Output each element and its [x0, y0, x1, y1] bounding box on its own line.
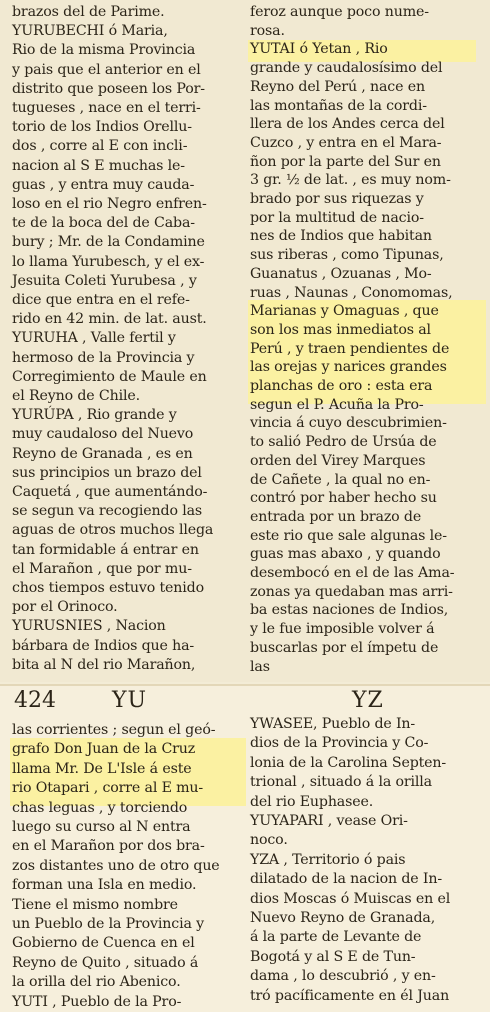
text-line: brazos del de Parime.: [12, 4, 165, 20]
text-line: tugueses , nace en el terri-: [12, 100, 201, 116]
running-head-right: YZ: [352, 688, 384, 713]
text-line: segun el P. Acuña la Pro-: [250, 396, 424, 413]
text-line: se segun va recogiendo las: [12, 503, 203, 520]
text-line: Nuevo Reyno de Granada,: [250, 910, 436, 926]
lower-page: [0, 684, 490, 1012]
text-line: Reyno del Perú , nace en: [250, 78, 425, 95]
text-line: el Reyno de Chile.: [12, 388, 140, 404]
text-line: en el Marañon por dos bra-: [12, 838, 205, 855]
text-line: brado por sus riquezas y: [250, 191, 424, 207]
text-line: chos tiempos estuvo tenido: [12, 580, 204, 596]
text-line: este rio que sale algunas le-: [250, 527, 447, 544]
text-line: bury ; Mr. de la Condamine: [12, 234, 205, 251]
text-line: noco.: [250, 832, 288, 849]
text-line: dios de la Provincia y Co-: [250, 735, 429, 752]
text-line: tan formidable á entrar en: [12, 541, 199, 558]
text-line: nacion al S E muchas le-: [12, 157, 185, 174]
text-line: YUTI , Pueblo de la Pro-: [12, 993, 182, 1010]
text-line: nes de Indios que habitan: [250, 228, 432, 245]
text-line: aguas de otros muchos llega: [12, 522, 214, 539]
text-line: y le fue imposible volver á: [250, 621, 435, 638]
text-line: sus riberas , como Tipunas,: [250, 247, 444, 264]
text-line: feroz aunque poco nume-: [250, 4, 429, 20]
text-line: torio de los Indios Orellu-: [12, 119, 192, 136]
text-line: rio Otapari , corre al E mu-: [12, 780, 204, 797]
running-head-left: YU: [112, 688, 148, 713]
text-line: dios Moscas ó Muiscas en el: [250, 890, 451, 907]
text-line: to salió Pedro de Ursúa de: [250, 434, 437, 451]
text-line: Bogotá y al S E de Tun-: [250, 948, 416, 965]
text-line: Tiene el mismo nombre: [12, 896, 178, 913]
page-number: 424: [14, 688, 56, 713]
text-line: dama , lo descubrió , y en-: [250, 968, 436, 985]
text-line: chas leguas , y torciendo: [12, 799, 188, 816]
text-line: bárbara de Indios que ha-: [12, 637, 195, 654]
text-line: Cuzco , y entra en el Mara-: [250, 134, 442, 151]
text-line: Rio de la misma Provincia: [12, 42, 196, 59]
text-line: YURUBECHI ó Maria,: [12, 23, 168, 40]
text-line: dice que entra en el refe-: [12, 292, 190, 308]
text-line: vincia á cuyo descubrimien-: [250, 415, 447, 432]
text-line: YZA , Territorio ó pais: [250, 851, 406, 868]
text-line: loso en el rio Negro enfren-: [12, 196, 207, 212]
text-line: zonas ya quedaban mas arri-: [250, 583, 453, 600]
text-line: 3 gr. ½ de lat. , es muy nom-: [250, 172, 451, 189]
text-line: YURUHA , Valle fertil y: [12, 330, 176, 347]
text-line: llama Mr. De L'Isle á este: [12, 760, 192, 777]
text-line: Marianas y Omaguas , que: [250, 303, 439, 320]
text-line: ñon por la parte del Sur en: [250, 153, 441, 170]
text-line: Corregimiento de Maule en: [12, 368, 207, 385]
text-line: planchas de oro : esta era: [250, 378, 433, 394]
text-line: las orejas y narices grandes: [250, 359, 447, 376]
text-line: Jesuita Coleti Yurubesa , y: [12, 272, 197, 289]
text-line: y pais que el anterior en el: [12, 61, 201, 78]
text-line: buscarlas por el ímpetu de: [250, 639, 439, 656]
text-line: bita al N del rio Marañon,: [12, 656, 196, 673]
text-line: lonia de la Carolina Septen-: [250, 754, 447, 771]
text-line: Reyno de Quito , situado á: [12, 954, 199, 971]
text-line: guas mas abaxo , y quando: [250, 546, 441, 563]
text-line: lo llama Yurubesch, y el ex-: [12, 253, 205, 270]
text-line: el Marañon , que por mu-: [12, 560, 192, 577]
text-line: las corrientes ; segun el geó-: [12, 722, 216, 738]
text-line: YWASEE, Pueblo de In-: [250, 716, 416, 732]
text-line: dilatado de la nacion de In-: [250, 871, 442, 888]
text-line: Gobierno de Cuenca en el: [12, 935, 195, 952]
text-line: YURUSNIES , Nacion: [12, 618, 166, 635]
text-line: Caquetá , que aumentándo-: [12, 484, 208, 500]
text-line: á la parte de Levante de: [250, 929, 422, 946]
text-line: YUYAPARI , vease Ori-: [250, 813, 408, 829]
text-line: guas , y entra muy cauda-: [12, 176, 195, 193]
text-line: orden del Virey Marques: [250, 452, 426, 469]
text-line: te de la boca del de Caba-: [12, 215, 195, 232]
text-line: distrito que poseen los Por-: [12, 80, 205, 97]
text-line: contró por haber hecho su: [250, 490, 437, 507]
text-line: rosa.: [250, 22, 285, 39]
text-line: rido en 42 min. de lat. aust.: [12, 311, 207, 328]
text-line: ruas , Naunas , Conomomas,: [250, 284, 453, 301]
text-line: YUTAI ó Yetan , Rio: [250, 41, 388, 58]
text-line: luego su curso al N entra: [12, 819, 191, 835]
text-line: las montañas de la cordi-: [250, 97, 427, 114]
text-line: ba estas naciones de Indios,: [250, 602, 449, 619]
text-line: grafo Don Juan de la Cruz: [12, 741, 196, 758]
text-line: hermoso de la Provincia y: [12, 349, 195, 366]
text-line: Guanatus , Ozuanas , Mo-: [250, 265, 432, 282]
text-line: del rio Euphasee.: [250, 793, 374, 810]
text-line: Reyno de Granada , es en: [12, 445, 193, 462]
text-line: entrada por un brazo de: [250, 508, 422, 525]
text-line: de Cañete , la qual no en-: [250, 471, 431, 488]
text-line: la orilla del rio Abenico.: [12, 974, 181, 991]
text-line: por el Orinoco.: [12, 599, 118, 616]
text-line: tró pacíficamente en él Juan: [250, 987, 450, 1004]
text-line: llera de los Andes cerca del: [250, 116, 445, 133]
text-line: por la multitud de nacio-: [250, 209, 424, 226]
text-line: dos , corre al E con incli-: [12, 138, 188, 155]
text-line: zos distantes uno de otro que: [12, 857, 220, 874]
text-line: trional , situado á la orilla: [250, 774, 432, 791]
text-line: un Pueblo de la Provincia y: [12, 916, 205, 932]
text-line: forman una Isla en medio.: [12, 877, 197, 894]
text-line: las: [250, 658, 270, 675]
text-line: muy caudaloso del Nuevo: [12, 426, 194, 443]
text-line: sus principios un brazo del: [12, 464, 202, 481]
text-line: desembocó en el de las Ama-: [250, 565, 455, 581]
text-line: YURÚPA , Rio grande y: [12, 407, 177, 424]
text-line: son los mas inmediatos al: [250, 321, 431, 338]
text-line: Perú , y traen pendientes de: [250, 340, 450, 357]
text-line: grande y caudalosísimo del: [250, 60, 443, 77]
